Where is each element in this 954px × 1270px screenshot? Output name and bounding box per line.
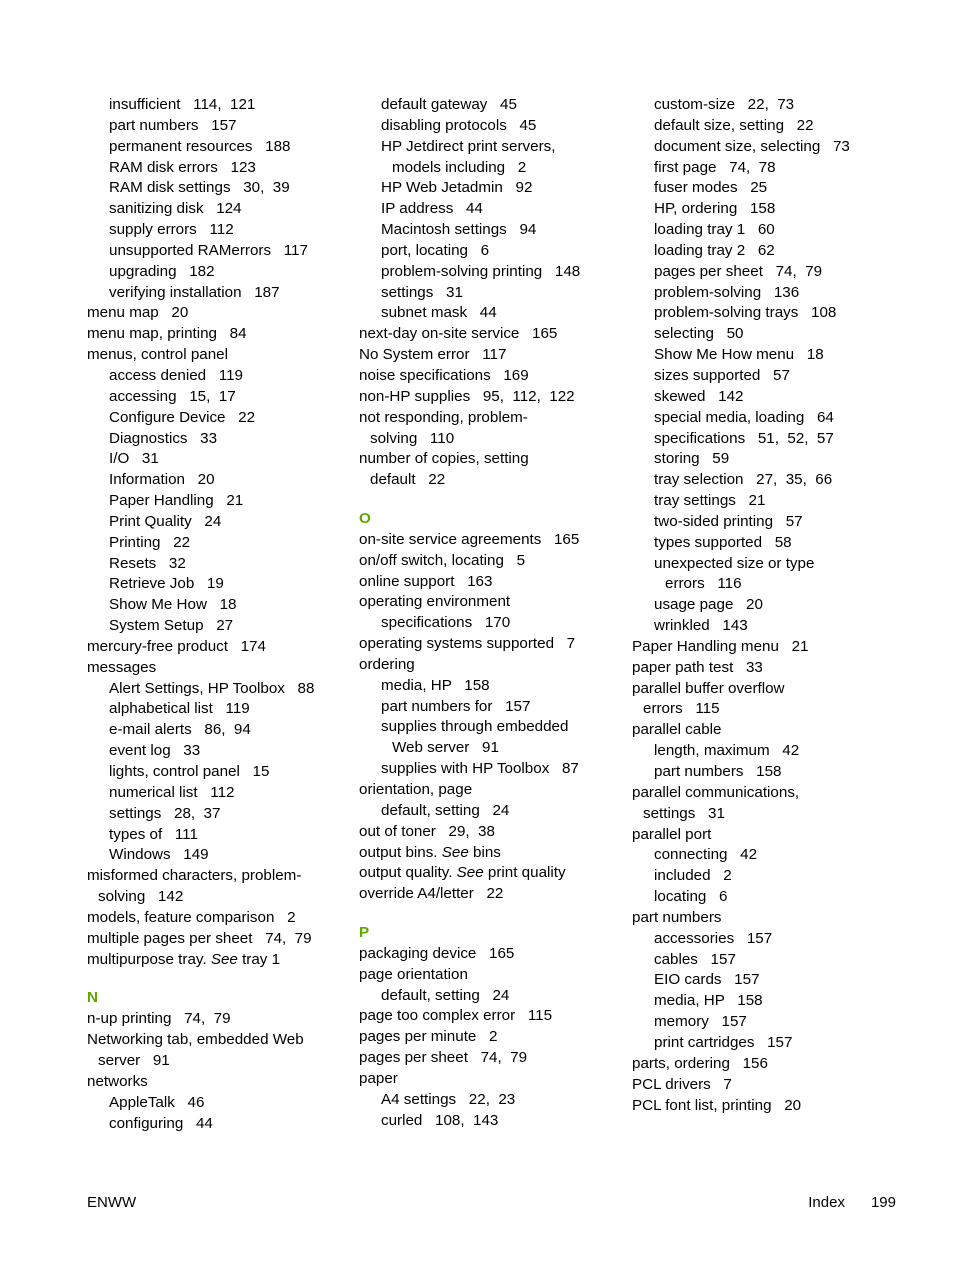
- index-entry: out of toner 29, 38: [359, 822, 495, 840]
- index-subentry: errors 116: [665, 575, 742, 593]
- footer-left: ENWW: [87, 1194, 137, 1211]
- index-entry: menus, control panel: [87, 346, 228, 364]
- index-subentry: unexpected size or type: [654, 554, 815, 572]
- index-subentry: alphabetical list 119: [109, 700, 250, 718]
- index-entry: paper: [359, 1069, 398, 1087]
- index-subentry: length, maximum 42: [654, 742, 800, 760]
- index-subentry: sizes supported 57: [654, 366, 790, 384]
- index-subentry: part numbers for 157: [381, 697, 531, 715]
- index-subentry: default 22: [370, 471, 446, 489]
- page-number: 199: [870, 1194, 896, 1211]
- index-subentry: solving 142: [98, 888, 184, 906]
- index-subentry: settings 31: [643, 804, 725, 822]
- index-letter-heading: N: [87, 989, 98, 1007]
- index-subentry: sanitizing disk 124: [109, 200, 242, 218]
- index-subentry: System Setup 27: [109, 617, 234, 635]
- index-subentry: disabling protocols 45: [381, 116, 537, 134]
- index-subentry: A4 settings 22, 23: [381, 1090, 516, 1108]
- index-subentry: access denied 119: [109, 366, 243, 384]
- index-entry: ordering: [359, 655, 415, 673]
- index-entry: multipurpose tray. See tray 1: [87, 950, 281, 968]
- index-subentry: errors 115: [643, 700, 720, 718]
- index-entry: page too complex error 115: [359, 1007, 553, 1025]
- index-subentry: settings 28, 37: [109, 804, 221, 822]
- index-entry: messages: [87, 658, 157, 676]
- index-subentry: specifications 51, 52, 57: [654, 429, 834, 447]
- index-subentry: specifications 170: [381, 614, 511, 632]
- index-subentry: connecting 42: [654, 846, 758, 864]
- index-entry: output bins. See bins: [359, 843, 501, 861]
- index-entry: PCL font list, printing 20: [632, 1096, 802, 1114]
- index-entry: Paper Handling menu 21: [632, 637, 809, 655]
- footer-right: [808, 1193, 896, 1213]
- index-subentry: fuser modes 25: [654, 179, 768, 197]
- index-column-2: [359, 95, 621, 1132]
- index-subentry: permanent resources 188: [109, 137, 291, 155]
- index-subentry: unsupported RAMerrors 117: [109, 241, 308, 259]
- index-subentry: Web server 91: [392, 739, 499, 757]
- index-subentry: solving 110: [370, 429, 455, 447]
- index-subentry: e-mail alerts 86, 94: [109, 721, 251, 739]
- index-entry: non-HP supplies 95, 112, 122: [359, 387, 575, 405]
- index-entry: parts, ordering 156: [632, 1054, 768, 1072]
- index-entry: n-up printing 74, 79: [87, 1010, 231, 1028]
- index-subentry: pages per sheet 74, 79: [654, 262, 823, 280]
- index-subentry: problem-solving trays 108: [654, 304, 837, 322]
- index-subentry: cables 157: [654, 950, 736, 968]
- index-subentry: document size, selecting 73: [654, 137, 850, 155]
- index-subentry: types supported 58: [654, 533, 792, 551]
- index-subentry: loading tray 2 62: [654, 241, 775, 259]
- index-entry: menu map 20: [87, 304, 189, 322]
- index-subentry: print cartridges 157: [654, 1033, 793, 1051]
- index-subentry: models including 2: [392, 158, 527, 176]
- index-subentry: custom-size 22, 73: [654, 96, 795, 113]
- index-entry: parallel buffer overflow: [632, 679, 785, 697]
- index-entry: not responding, problem-: [359, 408, 528, 426]
- index-subentry: server 91: [98, 1051, 170, 1069]
- index-subentry: two-sided printing 57: [654, 512, 803, 530]
- index-subentry: memory 157: [654, 1013, 747, 1031]
- index-entry: pages per minute 2: [359, 1028, 498, 1046]
- index-subentry: media, HP 158: [654, 992, 763, 1010]
- index-subentry: selecting 50: [654, 325, 744, 343]
- index-entry: number of copies, setting: [359, 450, 529, 468]
- index-entry: operating systems supported 7: [359, 635, 576, 653]
- index-entry: No System error 117: [359, 346, 507, 364]
- index-subentry: problem-solving printing 148: [381, 262, 581, 280]
- index-subentry: supply errors 112: [109, 221, 234, 239]
- index-subentry: event log 33: [109, 742, 201, 760]
- index-subentry: upgrading 182: [109, 262, 215, 280]
- index-entry: multiple pages per sheet 74, 79: [87, 929, 312, 947]
- index-entry: output quality. See print quality: [359, 864, 566, 882]
- index-subentry: Macintosh settings 94: [381, 221, 537, 239]
- index-entry: page orientation: [359, 965, 468, 983]
- index-subentry: accessing 15, 17: [109, 387, 236, 405]
- index-subentry: HP Web Jetadmin 92: [381, 179, 533, 197]
- index-subentry: HP Jetdirect print servers,: [381, 137, 556, 155]
- index-subentry: Configure Device 22: [109, 408, 256, 426]
- index-subentry: default size, setting 22: [654, 116, 814, 134]
- index-subentry: AppleTalk 46: [109, 1093, 205, 1111]
- index-subentry: RAM disk settings 30, 39: [109, 179, 290, 197]
- index-subentry: part numbers 158: [654, 763, 782, 780]
- index-subentry: default, setting 24: [381, 801, 510, 819]
- index-subentry: lights, control panel 15: [109, 763, 270, 780]
- index-subentry: port, locating 6: [381, 241, 490, 259]
- index-subentry: part numbers 157: [109, 116, 237, 134]
- index-subentry: tray selection 27, 35, 66: [654, 471, 833, 489]
- index-subentry: verifying installation 187: [109, 283, 280, 301]
- index-subentry: Alert Settings, HP Toolbox 88: [109, 679, 315, 697]
- index-subentry: locating 6: [654, 888, 728, 906]
- index-subentry: Printing 22: [109, 533, 191, 551]
- index-subentry: RAM disk errors 123: [109, 158, 256, 176]
- index-entry: parallel communications,: [632, 783, 800, 801]
- index-entry: misformed characters, problem-: [87, 867, 302, 885]
- footer-section: Index: [808, 1194, 845, 1211]
- index-subentry: skewed 142: [654, 387, 744, 405]
- index-subentry: Resets 32: [109, 554, 186, 572]
- index-entry: Networking tab, embedded Web: [87, 1031, 304, 1049]
- index-subentry: problem-solving 136: [654, 283, 800, 301]
- index-subentry: wrinkled 143: [654, 617, 748, 635]
- index-subentry: special media, loading 64: [654, 408, 834, 426]
- index-letter-heading: O: [359, 510, 371, 528]
- index-subentry: Show Me How menu 18: [654, 346, 824, 364]
- index-entry: models, feature comparison 2: [87, 908, 296, 926]
- index-subentry: curled 108, 143: [381, 1111, 499, 1129]
- index-subentry: loading tray 1 60: [654, 221, 775, 239]
- index-subentry: media, HP 158: [381, 676, 490, 694]
- index-subentry: included 2: [654, 867, 732, 885]
- index-entry: menu map, printing 84: [87, 325, 247, 343]
- index-subentry: types of 111: [109, 825, 198, 843]
- index-subentry: settings 31: [381, 283, 463, 301]
- index-subentry: HP, ordering 158: [654, 200, 776, 218]
- index-column-1: [87, 95, 349, 1134]
- index-subentry: first page 74, 78: [654, 158, 776, 176]
- index-entry: networks: [87, 1072, 148, 1090]
- index-entry: orientation, page: [359, 781, 473, 798]
- index-subentry: Show Me How 18: [109, 596, 237, 614]
- index-subentry: insufficient 114, 121: [109, 96, 256, 113]
- index-entry: parallel cable: [632, 721, 722, 739]
- index-entry: PCL drivers 7: [632, 1075, 732, 1093]
- index-entry: packaging device 165: [359, 944, 515, 962]
- index-entry: part numbers: [632, 908, 722, 926]
- index-subentry: usage page 20: [654, 596, 763, 614]
- index-entry: override A4/letter 22: [359, 885, 504, 903]
- index-subentry: supplies through embedded: [381, 718, 569, 736]
- index-entry: noise specifications 169: [359, 366, 529, 384]
- index-entry: paper path test 33: [632, 658, 763, 676]
- index-subentry: default, setting 24: [381, 986, 510, 1004]
- index-letter-heading: P: [359, 924, 370, 942]
- index-subentry: tray settings 21: [654, 492, 766, 510]
- index-subentry: Information 20: [109, 471, 215, 489]
- index-subentry: Diagnostics 33: [109, 429, 218, 447]
- index-subentry: default gateway 45: [381, 96, 517, 113]
- index-entry: operating environment: [359, 593, 511, 611]
- index-entry: online support 163: [359, 572, 493, 590]
- index-subentry: IP address 44: [381, 200, 483, 218]
- index-entry: next-day on-site service 165: [359, 325, 558, 343]
- index-subentry: Retrieve Job 19: [109, 575, 224, 593]
- index-entry: on/off switch, locating 5: [359, 551, 526, 569]
- index-subentry: Paper Handling 21: [109, 492, 244, 510]
- index-entry: on-site service agreements 165: [359, 530, 580, 548]
- index-subentry: accessories 157: [654, 929, 773, 947]
- index-subentry: Windows 149: [109, 846, 209, 864]
- index-subentry: storing 59: [654, 450, 730, 468]
- index-entry: pages per sheet 74, 79: [359, 1049, 528, 1067]
- index-column-3: [632, 95, 894, 1116]
- index-subentry: configuring 44: [109, 1114, 213, 1132]
- index-subentry: I/O 31: [109, 450, 159, 468]
- index-subentry: numerical list 112: [109, 783, 235, 801]
- index-entry: mercury-free product 174: [87, 637, 266, 655]
- index-subentry: supplies with HP Toolbox 87: [381, 760, 579, 778]
- index-subentry: EIO cards 157: [654, 971, 760, 989]
- index-subentry: subnet mask 44: [381, 304, 497, 322]
- index-subentry: Print Quality 24: [109, 512, 222, 530]
- index-entry: parallel port: [632, 825, 712, 843]
